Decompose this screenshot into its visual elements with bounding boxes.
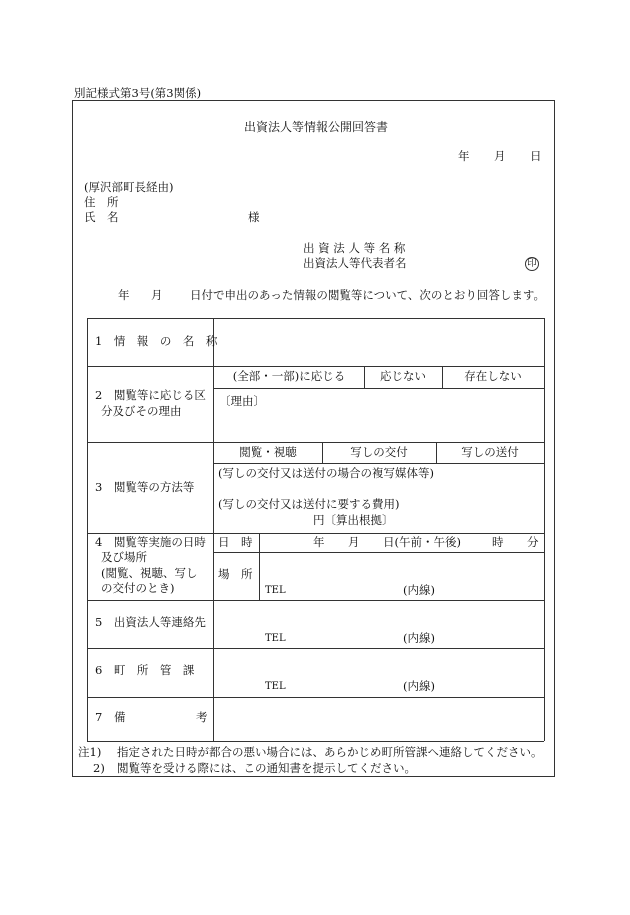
row4-year: 年	[313, 535, 325, 549]
row4-label-line4: の交付のとき)	[101, 581, 175, 595]
seal-mark: 印	[525, 257, 539, 271]
document-title: 出資法人等情報公開回答書	[243, 120, 389, 134]
row6-label: 6 町 所 管 課	[95, 663, 195, 677]
row1-label: 1 情 報 の 名 称	[95, 334, 218, 348]
row2-label-line2: 分及びその理由	[101, 404, 182, 418]
row2-reason-label: 〔理由〕	[219, 394, 265, 408]
row7-label-num: 7	[95, 710, 103, 724]
row5-ext-label: (内線)	[403, 631, 435, 645]
date-month: 月	[494, 149, 506, 163]
note1-prefix: 注1)	[78, 745, 102, 759]
row6-ext-label: (内線)	[403, 679, 435, 693]
row4-ext-label: (内線)	[403, 583, 435, 597]
body-month: 月	[151, 288, 163, 302]
row7-label-a: 備	[114, 710, 126, 724]
row3-option-copy-issue: 写しの交付	[350, 445, 408, 459]
addressee-address-label: 住 所	[84, 195, 119, 209]
row4-day-ampm: 日(午前・午後)	[383, 535, 461, 549]
row3-cost-note: (写しの交付又は送付に要する費用)	[218, 497, 400, 511]
row3-media-note: (写しの交付又は送付の場合の複写媒体等)	[218, 466, 434, 480]
addressee-name-label: 氏 名	[84, 210, 119, 224]
row4-month: 月	[348, 535, 360, 549]
row3-yen-basis: 円〔算出根拠〕	[313, 513, 394, 527]
row4-label-line1: 4 閲覧等実施の日時	[95, 535, 206, 549]
row6-tel-label: TEL	[265, 681, 286, 692]
note2-text: 閲覧等を受ける際には、この通知書を提示してください。	[117, 761, 416, 775]
date-day: 日	[530, 149, 542, 163]
row3-option-copy-send: 写しの送付	[461, 445, 519, 459]
body-text: 日付で申出のあった情報の閲覧等について、次のとおり回答します。	[190, 288, 546, 302]
note1-text: 指定された日時が都合の悪い場合には、あらかじめ町所管課へ連絡してください。	[117, 745, 543, 759]
row5-label: 5 出資法人等連絡先	[95, 615, 206, 629]
row2-option-decline: 応じない	[380, 369, 426, 383]
issuer-org-label: 出 資 法 人 等 名 称	[303, 241, 406, 255]
row2-option-full-partial: (全部・一部)に応じる	[232, 369, 346, 383]
row4-minute: 分	[527, 535, 539, 549]
row4-place-label: 場 所	[218, 567, 253, 581]
row4-label-line2: 及び場所	[101, 550, 147, 564]
issuer-rep-label: 出資法人等代表者名	[303, 256, 407, 270]
addressee-via: (厚沢部町長経由)	[84, 180, 174, 194]
row4-tel-label: TEL	[265, 585, 286, 596]
addressee-honorific: 様	[248, 210, 260, 224]
row4-hour: 時	[492, 535, 504, 549]
body-year: 年	[118, 288, 130, 302]
row5-tel-label: TEL	[265, 633, 286, 644]
form-id-label: 別記様式第3号(第3関係)	[74, 86, 202, 100]
date-year: 年	[458, 149, 470, 163]
row4-label-line3: (閲覧、視聴、写し	[101, 566, 198, 580]
row4-datetime-label: 日 時	[218, 535, 253, 549]
row2-option-nonexistent: 存在しない	[464, 369, 522, 383]
row3-option-view: 閲覧・視聴	[239, 445, 297, 459]
row7-label-b: 考	[196, 710, 208, 724]
row3-label: 3 閲覧等の方法等	[95, 480, 195, 494]
row2-label-line1: 2 閲覧等に応じる区	[95, 388, 206, 402]
note2-prefix: 2)	[93, 761, 105, 775]
